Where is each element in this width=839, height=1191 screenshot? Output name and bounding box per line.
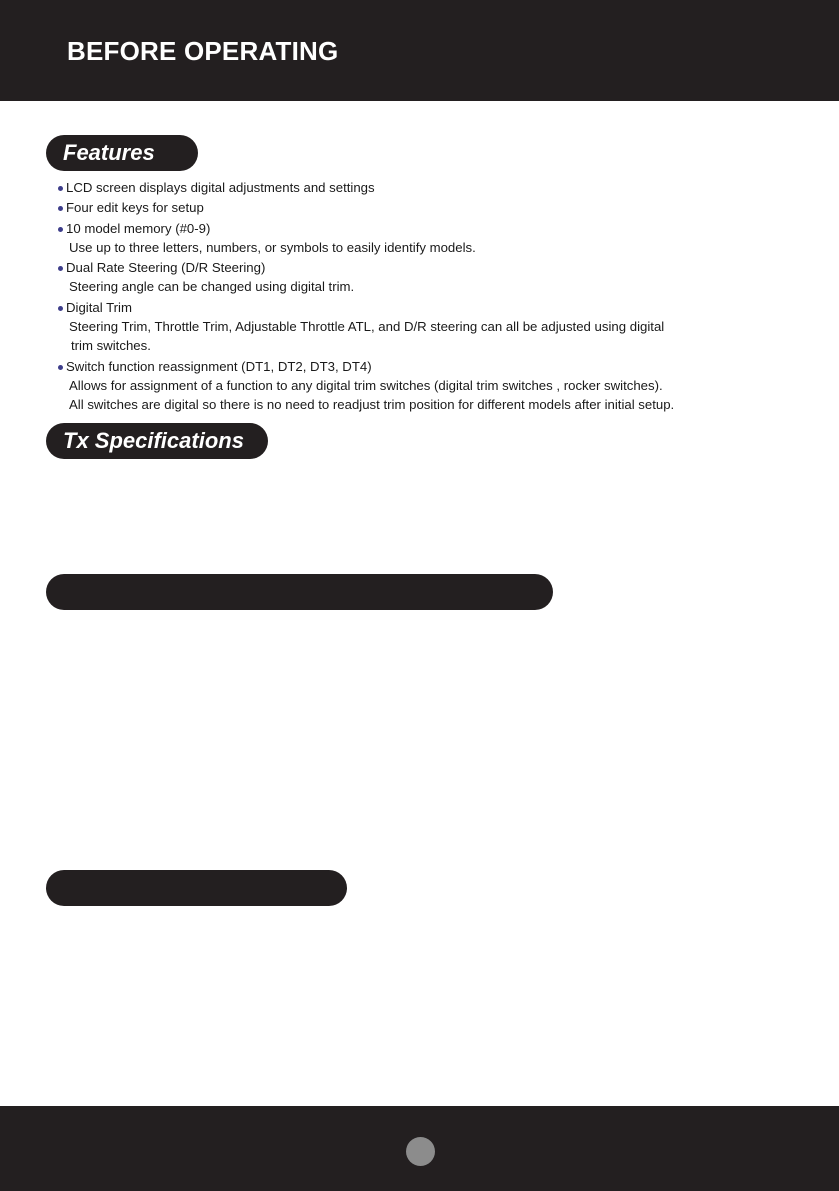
bullet-icon xyxy=(58,365,63,370)
feature-label: Four edit keys for setup xyxy=(66,200,204,216)
feature-label: Digital Trim xyxy=(66,299,132,315)
feature-item xyxy=(58,198,798,217)
feature-item xyxy=(58,178,798,197)
features-heading: Features xyxy=(63,140,155,165)
feature-detail: trim switches. xyxy=(71,338,151,354)
feature-label: 10 model memory (#0-9) xyxy=(66,220,211,236)
feature-detail: Steering Trim, Throttle Trim, Adjustable Throttle ATL, and D/R steering can all be adjusted using digital xyxy=(69,319,665,335)
feature-detail: Allows for assignment of a function to any digital trim switches (digital trim switches , rocker switches). xyxy=(69,377,663,393)
feature-label: Dual Rate Steering (D/R Steering) xyxy=(66,260,266,276)
feature-item xyxy=(58,298,798,356)
page-title: BEFORE OPERATING xyxy=(67,36,339,66)
bullet-icon xyxy=(58,266,63,271)
header-band xyxy=(0,0,839,101)
tx-specifications-heading-pill xyxy=(46,423,268,459)
feature-item xyxy=(58,258,798,297)
feature-label: LCD screen displays digital adjustments and settings xyxy=(66,180,375,195)
feature-detail: Use up to three letters, numbers, or symbols to easily identify models. xyxy=(69,239,476,255)
feature-label: Switch function reassignment (DT1, DT2, DT3, DT4) xyxy=(66,358,372,374)
bullet-icon xyxy=(58,186,63,191)
tx-specifications-heading: Tx Specifications xyxy=(63,428,244,453)
features-heading-pill xyxy=(46,135,198,171)
bullet-icon xyxy=(58,206,63,211)
bullet-icon xyxy=(58,227,63,232)
bullet-icon xyxy=(58,306,63,311)
feature-detail: All switches are digital so there is no need to readjust trim position for different models after initial setup. xyxy=(69,397,675,413)
features-list xyxy=(58,178,798,416)
blank-heading-pill xyxy=(46,870,347,906)
feature-item xyxy=(58,357,798,415)
blank-heading-pill xyxy=(46,574,553,610)
feature-item xyxy=(58,219,798,258)
feature-detail: Steering angle can be changed using digital trim. xyxy=(69,279,355,295)
page-number-dot xyxy=(406,1137,435,1166)
